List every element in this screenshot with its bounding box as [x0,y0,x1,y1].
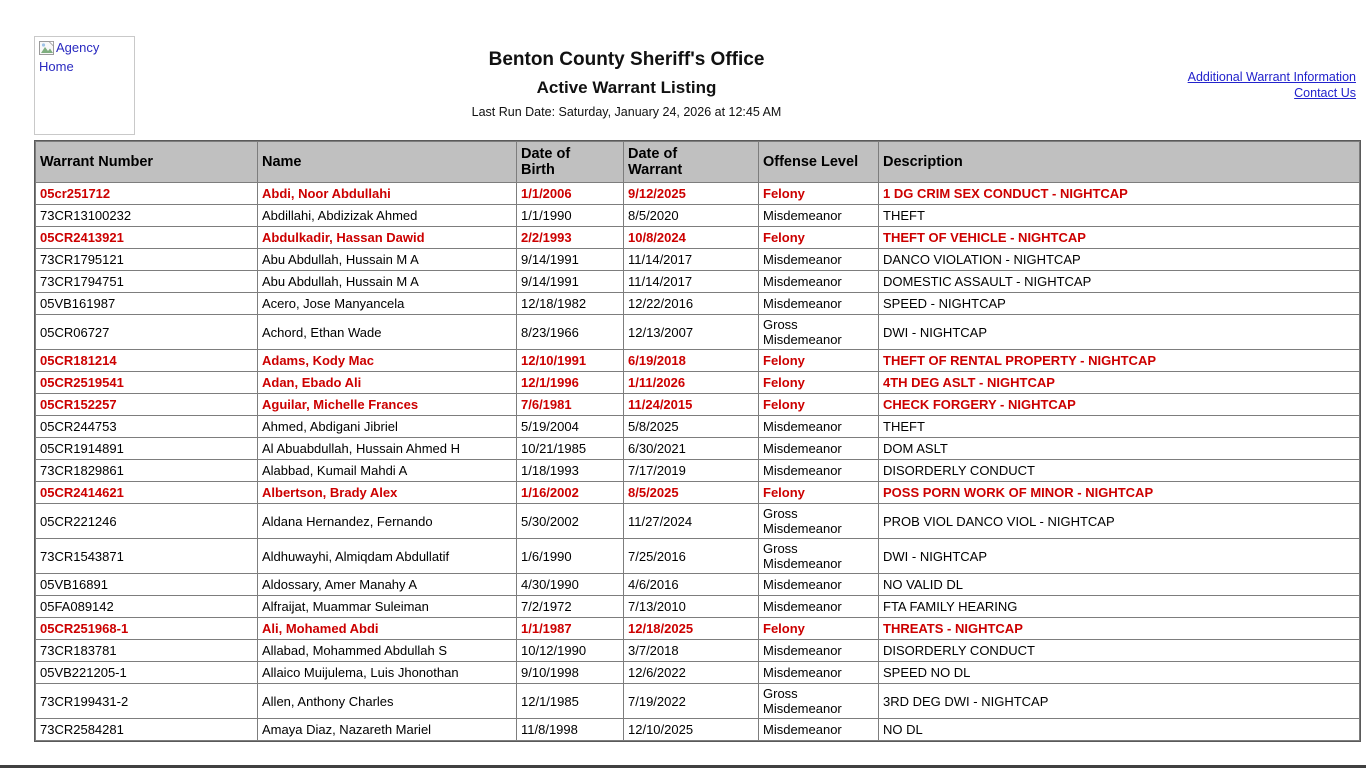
date-of-warrant-cell: 12/13/2007 [624,315,758,349]
description-cell: THREATS - NIGHTCAP [879,618,1359,639]
table-row [36,438,1359,459]
warrant-number-cell: 73CR1543871 [36,539,257,573]
offense-level-cell: Felony [759,618,878,639]
additional-warrant-information-link[interactable]: Additional Warrant Information [1187,70,1356,84]
date-of-birth-cell: 10/21/1985 [517,438,623,459]
offense-level-cell: Misdemeanor [759,416,878,437]
warrant-number-cell: 73CR1829861 [36,460,257,481]
date-of-birth-cell: 9/14/1991 [517,249,623,270]
table-row [36,574,1359,595]
offense-level-cell: Gross Misdemeanor [759,684,878,718]
date-of-birth-cell: 12/1/1996 [517,372,623,393]
name-cell: Abu Abdullah, Hussain M A [258,249,516,270]
description-cell: DANCO VIOLATION - NIGHTCAP [879,249,1359,270]
warrant-number-cell: 73CR2584281 [36,719,257,740]
description-cell: DWI - NIGHTCAP [879,539,1359,573]
column-header-description: Description [879,142,1359,182]
table-row [36,596,1359,617]
date-of-warrant-cell: 11/14/2017 [624,249,758,270]
warrant-table [34,140,1361,742]
offense-level-cell: Misdemeanor [759,596,878,617]
name-cell: Albertson, Brady Alex [258,482,516,503]
date-of-birth-cell: 1/1/2006 [517,183,623,204]
offense-level-cell: Misdemeanor [759,249,878,270]
warrant-number-cell: 05cr251712 [36,183,257,204]
date-of-warrant-cell: 7/25/2016 [624,539,758,573]
table-row [36,684,1359,718]
name-cell: Aldossary, Amer Manahy A [258,574,516,595]
contact-us-link[interactable]: Contact Us [1294,86,1356,100]
date-of-birth-cell: 7/6/1981 [517,394,623,415]
date-of-birth-cell: 1/16/2002 [517,482,623,503]
warrant-number-cell: 05CR1914891 [36,438,257,459]
date-of-warrant-cell: 12/6/2022 [624,662,758,683]
offense-level-cell: Misdemeanor [759,662,878,683]
date-of-birth-cell: 12/1/1985 [517,684,623,718]
table-row [36,482,1359,503]
table-row [36,416,1359,437]
offense-level-cell: Misdemeanor [759,640,878,661]
date-of-birth-cell: 10/12/1990 [517,640,623,661]
date-of-birth-cell: 9/14/1991 [517,271,623,292]
warrant-number-cell: 05VB161987 [36,293,257,314]
agency-home-label: Agency Home [39,40,100,74]
date-of-birth-cell: 2/2/1993 [517,227,623,248]
name-cell: Aldhuwayhi, Almiqdam Abdullatif [258,539,516,573]
date-of-warrant-cell: 1/11/2026 [624,372,758,393]
offense-level-cell: Gross Misdemeanor [759,539,878,573]
warrant-number-cell: 73CR199431-2 [36,684,257,718]
date-of-birth-cell: 5/19/2004 [517,416,623,437]
description-cell: DWI - NIGHTCAP [879,315,1359,349]
warrant-number-cell: 05CR06727 [36,315,257,349]
offense-level-cell: Misdemeanor [759,438,878,459]
date-of-warrant-cell: 6/30/2021 [624,438,758,459]
date-of-birth-cell: 1/18/1993 [517,460,623,481]
name-cell: Ali, Mohamed Abdi [258,618,516,639]
date-of-warrant-cell: 12/10/2025 [624,719,758,740]
table-row [36,350,1359,371]
date-of-birth-cell: 4/30/1990 [517,574,623,595]
column-header-name: Name [258,142,516,182]
offense-level-cell: Gross Misdemeanor [759,504,878,538]
table-row [36,205,1359,226]
page-title: Benton County Sheriff's Office [488,49,765,70]
name-cell: Abdi, Noor Abdullahi [258,183,516,204]
description-cell: DISORDERLY CONDUCT [879,460,1359,481]
date-of-warrant-cell: 5/8/2025 [624,416,758,437]
header-links [1118,36,1356,101]
column-header-warrant-number: Warrant Number [36,142,257,182]
warrant-number-cell: 05CR181214 [36,350,257,371]
table-row [36,640,1359,661]
warrant-table-body [36,183,1359,740]
name-cell: Achord, Ethan Wade [258,315,516,349]
name-cell: Allabad, Mohammed Abdullah S [258,640,516,661]
offense-level-cell: Misdemeanor [759,205,878,226]
name-cell: Ahmed, Abdigani Jibriel [258,416,516,437]
description-cell: DOM ASLT [879,438,1359,459]
name-cell: Abu Abdullah, Hussain M A [258,271,516,292]
name-cell: Allaico Muijulema, Luis Jhonothan [258,662,516,683]
description-cell: 1 DG CRIM SEX CONDUCT - NIGHTCAP [879,183,1359,204]
name-cell: Adams, Kody Mac [258,350,516,371]
warrant-number-cell: 05FA089142 [36,596,257,617]
table-row [36,372,1359,393]
date-of-birth-cell: 5/30/2002 [517,504,623,538]
name-cell: Aguilar, Michelle Frances [258,394,516,415]
offense-level-cell: Misdemeanor [759,574,878,595]
date-of-warrant-cell: 7/13/2010 [624,596,758,617]
table-row [36,460,1359,481]
column-header-offense-level: Offense Level [759,142,878,182]
table-row [36,394,1359,415]
offense-level-cell: Felony [759,227,878,248]
table-row [36,293,1359,314]
description-cell: FTA FAMILY HEARING [879,596,1359,617]
date-of-warrant-cell: 11/24/2015 [624,394,758,415]
date-of-warrant-cell: 12/22/2016 [624,293,758,314]
description-cell: THEFT OF RENTAL PROPERTY - NIGHTCAP [879,350,1359,371]
date-of-birth-cell: 8/23/1966 [517,315,623,349]
broken-image-icon [39,41,54,59]
offense-level-cell: Misdemeanor [759,719,878,740]
date-of-birth-cell: 7/2/1972 [517,596,623,617]
offense-level-cell: Felony [759,183,878,204]
date-of-warrant-cell: 4/6/2016 [624,574,758,595]
warrant-number-cell: 05VB16891 [36,574,257,595]
warrant-number-cell: 05CR2414621 [36,482,257,503]
description-cell: POSS PORN WORK OF MINOR - NIGHTCAP [879,482,1359,503]
warrant-number-cell: 05CR2519541 [36,372,257,393]
description-cell: THEFT OF VEHICLE - NIGHTCAP [879,227,1359,248]
warrant-number-cell: 05CR244753 [36,416,257,437]
name-cell: Amaya Diaz, Nazareth Mariel [258,719,516,740]
agency-home-link[interactable] [34,36,135,135]
offense-level-cell: Felony [759,350,878,371]
description-cell: THEFT [879,416,1359,437]
date-of-warrant-cell: 11/27/2024 [624,504,758,538]
date-of-warrant-cell: 3/7/2018 [624,640,758,661]
name-cell: Aldana Hernandez, Fernando [258,504,516,538]
date-of-birth-cell: 1/1/1987 [517,618,623,639]
column-header-date-of-warrant: Date of Warrant [624,142,758,182]
warrant-number-cell: 73CR1794751 [36,271,257,292]
warrant-number-cell: 05VB221205-1 [36,662,257,683]
description-cell: DOMESTIC ASSAULT - NIGHTCAP [879,271,1359,292]
date-of-warrant-cell: 10/8/2024 [624,227,758,248]
table-row [36,249,1359,270]
date-of-warrant-cell: 12/18/2025 [624,618,758,639]
table-row [36,539,1359,573]
name-cell: Abdillahi, Abdizizak Ahmed [258,205,516,226]
name-cell: Al Abuabdullah, Hussain Ahmed H [258,438,516,459]
page-header [0,0,1366,135]
warrant-number-cell: 05CR2413921 [36,227,257,248]
table-row [36,227,1359,248]
warrant-number-cell: 05CR251968-1 [36,618,257,639]
table-row [36,719,1359,740]
description-cell: PROB VIOL DANCO VIOL - NIGHTCAP [879,504,1359,538]
date-of-birth-cell: 11/8/1998 [517,719,623,740]
table-header-row [36,142,1359,182]
description-cell: THEFT [879,205,1359,226]
name-cell: Allen, Anthony Charles [258,684,516,718]
date-of-birth-cell: 9/10/1998 [517,662,623,683]
offense-level-cell: Felony [759,394,878,415]
table-row [36,315,1359,349]
description-cell: 4TH DEG ASLT - NIGHTCAP [879,372,1359,393]
warrant-number-cell: 73CR1795121 [36,249,257,270]
offense-level-cell: Misdemeanor [759,460,878,481]
offense-level-cell: Gross Misdemeanor [759,315,878,349]
table-row [36,183,1359,204]
description-cell: DISORDERLY CONDUCT [879,640,1359,661]
date-of-birth-cell: 1/6/1990 [517,539,623,573]
name-cell: Alabbad, Kumail Mahdi A [258,460,516,481]
date-of-warrant-cell: 8/5/2020 [624,205,758,226]
warrant-number-cell: 05CR221246 [36,504,257,538]
warrant-number-cell: 73CR183781 [36,640,257,661]
warrant-number-cell: 05CR152257 [36,394,257,415]
description-cell: NO VALID DL [879,574,1359,595]
page-subtitle: Active Warrant Listing [536,78,717,97]
date-of-birth-cell: 12/10/1991 [517,350,623,371]
description-cell: 3RD DEG DWI - NIGHTCAP [879,684,1359,718]
offense-level-cell: Misdemeanor [759,293,878,314]
date-of-warrant-cell: 6/19/2018 [624,350,758,371]
date-of-warrant-cell: 8/5/2025 [624,482,758,503]
offense-level-cell: Felony [759,482,878,503]
title-block [135,36,1118,119]
name-cell: Adan, Ebado Ali [258,372,516,393]
date-of-birth-cell: 12/18/1982 [517,293,623,314]
warrant-number-cell: 73CR13100232 [36,205,257,226]
description-cell: CHECK FORGERY - NIGHTCAP [879,394,1359,415]
offense-level-cell: Felony [759,372,878,393]
last-run-date: Last Run Date: Saturday, January 24, 2026 at 12:45 AM [471,105,782,119]
description-cell: NO DL [879,719,1359,740]
date-of-warrant-cell: 9/12/2025 [624,183,758,204]
table-row [36,618,1359,639]
name-cell: Acero, Jose Manyancela [258,293,516,314]
description-cell: SPEED NO DL [879,662,1359,683]
table-row [36,662,1359,683]
description-cell: SPEED - NIGHTCAP [879,293,1359,314]
column-header-date-of-birth: Date of Birth [517,142,623,182]
name-cell: Abdulkadir, Hassan Dawid [258,227,516,248]
date-of-birth-cell: 1/1/1990 [517,205,623,226]
table-row [36,504,1359,538]
table-row [36,271,1359,292]
date-of-warrant-cell: 11/14/2017 [624,271,758,292]
date-of-warrant-cell: 7/19/2022 [624,684,758,718]
name-cell: Alfraijat, Muammar Suleiman [258,596,516,617]
offense-level-cell: Misdemeanor [759,271,878,292]
date-of-warrant-cell: 7/17/2019 [624,460,758,481]
